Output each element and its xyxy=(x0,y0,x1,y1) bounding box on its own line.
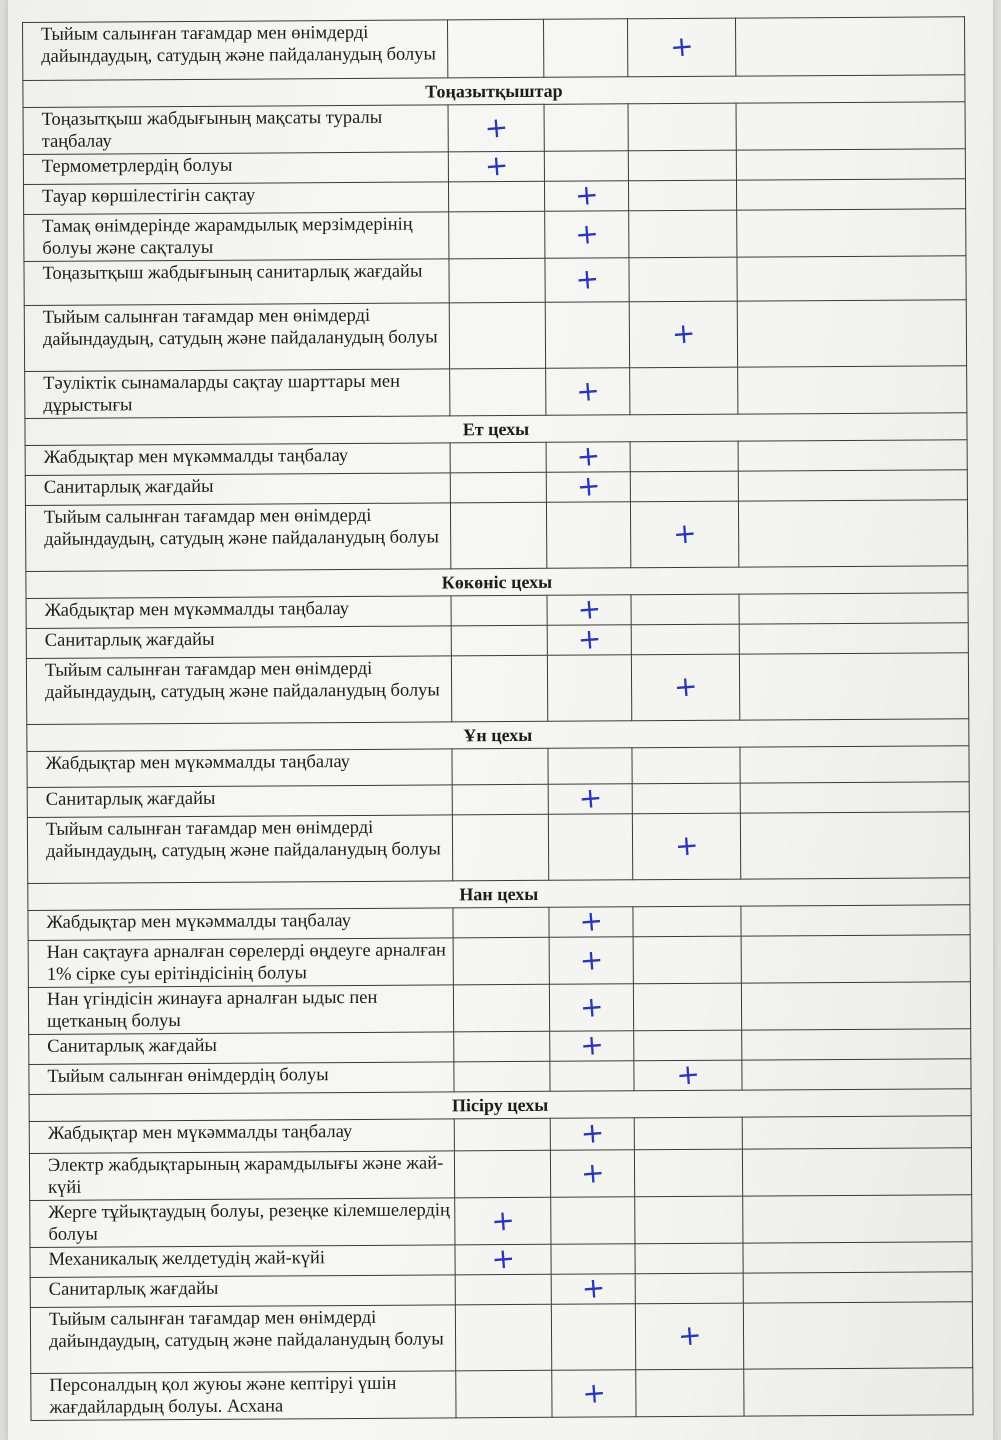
mark-cell-4 xyxy=(742,1029,971,1060)
mark-cell-4 xyxy=(736,102,965,150)
plus-mark: + xyxy=(573,177,600,213)
criterion-text: Тыйым салынған тағамдар мен өнімдерді дайындаудың, сатудың және пайдаланудың болуы xyxy=(23,20,448,81)
criterion-text: Тыйым салынған өнімдердің болуы xyxy=(29,1062,454,1095)
plus-mark: + xyxy=(676,1318,703,1353)
plus-mark: + xyxy=(671,516,698,551)
checklist-table xyxy=(22,16,974,1421)
plus-mark: + xyxy=(577,780,604,816)
mark-cell-4 xyxy=(743,1242,972,1273)
mark-cell-3 xyxy=(632,747,740,784)
mark-cell-4 xyxy=(735,17,964,76)
checklist-row xyxy=(25,366,967,419)
criterion-text: Нан сақтауға арналған сөрелерді өңдеуге арналған 1% сірке суы ерітіндісінің болуы xyxy=(28,938,453,988)
plus-mark: + xyxy=(672,669,699,704)
criterion-text: Тоңазытқыш жабдығының мақсаты туралы таңбалау xyxy=(23,105,448,155)
plus-mark: + xyxy=(573,216,600,251)
mark-cell-3 xyxy=(628,180,736,211)
mark-cell-4 xyxy=(744,1368,973,1416)
criterion-text: Жабдықтар мен мүкәммалды таңбалау xyxy=(26,596,451,629)
mark-cell-1 xyxy=(452,814,548,881)
criterion-text: Электр жабдықтарының жарамдылығы және жай-күйі xyxy=(29,1151,454,1201)
plus-mark: + xyxy=(483,148,510,183)
mark-cell-3 xyxy=(631,654,739,721)
criterion-text: Тамақ өнімдерінде жарамдылық мерзімдерінің болуы және сақталуы xyxy=(24,212,449,262)
criterion-text: Санитарлық жағдайы xyxy=(27,785,452,818)
mark-cell-4 xyxy=(736,179,965,210)
checklist-row xyxy=(28,935,970,988)
plus-mark: + xyxy=(483,109,510,145)
criterion-text: Жабдықтар мен мүкәммалды таңбалау xyxy=(25,443,450,476)
mark-cell-1 xyxy=(456,1370,552,1418)
mark-cell-3 xyxy=(635,1196,743,1244)
mark-cell-4 xyxy=(739,653,968,720)
mark-cell-4 xyxy=(738,500,967,567)
plus-mark: + xyxy=(578,989,605,1024)
plus-mark: + xyxy=(490,1241,516,1276)
mark-cell-1 xyxy=(452,784,548,815)
criterion-text: Жабдықтар мен мүкәммалды таңбалау xyxy=(29,1119,454,1154)
criterion-text: Санитарлық жағдайы xyxy=(26,626,451,659)
criterion-text: Санитарлық жағдайы xyxy=(25,473,450,506)
checklist-row xyxy=(29,1148,971,1201)
mark-cell-1 xyxy=(449,302,545,369)
mark-cell-1 xyxy=(453,907,549,938)
mark-cell-3 xyxy=(632,813,740,880)
checklist-row xyxy=(23,17,965,81)
criterion-text: Механикалық желдетудің жай-күйі xyxy=(30,1245,455,1278)
checklist-row xyxy=(24,300,966,372)
mark-cell-3 xyxy=(629,210,737,258)
plus-mark: + xyxy=(574,261,600,297)
mark-cell-2 xyxy=(548,814,632,881)
criterion-text: Санитарлық жағдайы xyxy=(29,1032,454,1065)
mark-cell-2 xyxy=(551,1197,635,1245)
mark-cell-3 xyxy=(628,103,736,151)
criterion-text: Тауар көршілестігін сақтау xyxy=(23,182,448,215)
mark-cell-3 xyxy=(633,936,741,984)
criterion-text: Жерге тұйықтаудың болуы, резеңке кілемшелердің болуы xyxy=(30,1198,455,1248)
criterion-text: Жабдықтар мен мүкәммалды таңбалау xyxy=(27,749,452,788)
mark-cell-3 xyxy=(634,1030,742,1061)
plus-mark: + xyxy=(580,1375,607,1410)
mark-cell-4 xyxy=(741,982,970,1030)
mark-cell-2 xyxy=(546,368,630,416)
mark-cell-2 xyxy=(546,468,630,504)
plus-mark: + xyxy=(575,438,602,474)
mark-cell-2 xyxy=(547,621,631,657)
checklist-row xyxy=(30,1195,972,1248)
mark-cell-3 xyxy=(634,1057,742,1092)
mark-cell-1 xyxy=(449,211,545,259)
mark-cell-3 xyxy=(629,257,737,302)
mark-cell-2 xyxy=(545,302,629,369)
section-title: Пісіру цехы xyxy=(29,1089,971,1122)
plus-mark: + xyxy=(579,1115,606,1151)
mark-cell-1 xyxy=(455,1304,551,1371)
checklist-row xyxy=(30,1302,972,1374)
section-title: Тоңазытқыштар xyxy=(23,75,965,108)
mark-cell-3 xyxy=(627,18,735,77)
mark-cell-3 xyxy=(631,594,739,625)
mark-cell-4 xyxy=(740,812,969,879)
mark-cell-2 xyxy=(550,1027,634,1063)
criterion-text: Термометрлердің болуы xyxy=(23,152,448,185)
criterion-text: Санитарлық жағдайы xyxy=(30,1275,455,1308)
mark-cell-4 xyxy=(742,1116,971,1149)
section-title: Ет цехы xyxy=(25,413,967,446)
criterion-text: Тәуліктік сынамаларды сақтау шарттары мен дұрыстығы xyxy=(25,369,450,419)
mark-cell-2 xyxy=(549,903,633,939)
mark-cell-3 xyxy=(629,301,737,368)
criterion-text: Персоналдың қол жуюы және кептіруі үшін жағдайлардың болуы. Асхана xyxy=(31,1371,456,1421)
mark-cell-3 xyxy=(634,1149,742,1197)
section-title: Нан цехы xyxy=(28,878,970,911)
criterion-text: Тыйым салынған тағамдар мен өнімдерді дайындаудың, сатудың және пайдаланудың болуы xyxy=(24,303,449,372)
mark-cell-2 xyxy=(544,177,628,213)
mark-cell-4 xyxy=(739,593,968,624)
mark-cell-3 xyxy=(631,624,739,655)
section-title: Ұн цехы xyxy=(27,719,969,752)
mark-cell-1 xyxy=(454,1150,550,1198)
plus-mark: + xyxy=(575,468,602,504)
checklist-row xyxy=(27,812,969,884)
mark-cell-2 xyxy=(551,1304,635,1371)
mark-cell-4 xyxy=(742,1148,971,1196)
mark-cell-1 xyxy=(451,625,547,656)
plus-mark: + xyxy=(489,1202,516,1238)
mark-cell-1 xyxy=(451,655,547,722)
mark-cell-1 xyxy=(448,181,544,212)
criterion-text: Тыйым салынған тағамдар мен өнімдерді дайындаудың, сатудың және пайдаланудың болуы xyxy=(25,503,450,572)
section-title: Көкөніс цехы xyxy=(26,566,968,599)
mark-cell-2 xyxy=(549,984,633,1032)
mark-cell-1 xyxy=(449,258,545,303)
plus-mark: + xyxy=(668,29,695,64)
mark-cell-4 xyxy=(740,782,969,813)
mark-cell-1 xyxy=(450,472,546,503)
mark-cell-4 xyxy=(738,366,967,414)
mark-cell-2 xyxy=(547,655,631,722)
plus-mark: + xyxy=(578,903,604,939)
mark-cell-1 xyxy=(448,148,544,183)
checklist-row xyxy=(31,1368,973,1421)
mark-cell-1 xyxy=(452,748,548,785)
mark-cell-2 xyxy=(552,1370,636,1418)
mark-cell-2 xyxy=(548,780,632,816)
criterion-text: Жабдықтар мен мүкәммалды таңбалау xyxy=(28,908,453,941)
mark-cell-1 xyxy=(453,937,549,985)
checklist-row xyxy=(26,653,968,725)
mark-cell-1 xyxy=(454,1061,550,1092)
mark-cell-1 xyxy=(451,595,547,626)
plus-mark: + xyxy=(670,316,697,351)
plus-mark: + xyxy=(578,1027,605,1063)
mark-cell-4 xyxy=(739,623,968,654)
mark-cell-3 xyxy=(630,471,738,502)
mark-cell-3 xyxy=(635,1243,743,1274)
plus-mark: + xyxy=(674,1057,701,1092)
mark-cell-3 xyxy=(632,783,740,814)
mark-cell-4 xyxy=(741,935,970,983)
plus-mark: + xyxy=(576,621,603,657)
checklist-row xyxy=(23,102,965,155)
plus-mark: + xyxy=(576,591,603,627)
mark-cell-2 xyxy=(550,1061,634,1092)
criterion-text: Тыйым салынған тағамдар мен өнімдерді дайындаудың, сатудың және пайдаланудың болуы xyxy=(30,1305,455,1374)
mark-cell-3 xyxy=(630,367,738,415)
mark-cell-4 xyxy=(737,209,966,257)
mark-cell-2 xyxy=(545,211,629,259)
mark-cell-4 xyxy=(736,149,965,180)
mark-cell-3 xyxy=(628,150,736,181)
checklist-row xyxy=(24,209,966,262)
mark-cell-1 xyxy=(450,368,546,416)
mark-cell-3 xyxy=(635,1273,743,1304)
mark-cell-2 xyxy=(549,937,633,985)
plus-mark: + xyxy=(579,1155,606,1190)
mark-cell-4 xyxy=(738,440,967,471)
mark-cell-2 xyxy=(548,748,632,785)
mark-cell-1 xyxy=(454,1031,550,1062)
plus-mark: + xyxy=(580,1270,607,1306)
criterion-text: Тыйым салынған тағамдар мен өнімдерді дайындаудың, сатудың және пайдаланудың болуы xyxy=(27,815,452,884)
mark-cell-4 xyxy=(743,1272,972,1303)
mark-cell-2 xyxy=(544,151,628,182)
checklist-row xyxy=(25,500,967,572)
mark-cell-2 xyxy=(551,1244,635,1275)
mark-cell-1 xyxy=(453,984,549,1032)
mark-cell-4 xyxy=(741,905,970,936)
mark-cell-4 xyxy=(743,1302,972,1369)
mark-cell-2 xyxy=(546,438,630,474)
checklist-row xyxy=(24,256,966,306)
mark-cell-2 xyxy=(544,104,628,152)
mark-cell-3 xyxy=(633,906,741,937)
mark-cell-2 xyxy=(550,1150,634,1198)
plus-mark: + xyxy=(673,828,700,863)
mark-cell-2 xyxy=(546,502,630,569)
mark-cell-1 xyxy=(447,19,543,78)
mark-cell-4 xyxy=(740,746,969,783)
criterion-text: Тыйым салынған тағамдар мен өнімдерді дайындаудың, сатудың және пайдаланудың болуы xyxy=(26,656,451,725)
mark-cell-4 xyxy=(737,300,966,367)
mark-cell-1 xyxy=(455,1197,551,1245)
mark-cell-3 xyxy=(636,1369,744,1417)
mark-cell-1 xyxy=(448,104,544,152)
mark-cell-1 xyxy=(454,1118,550,1151)
checklist-table-wrapper xyxy=(22,16,973,1421)
mark-cell-4 xyxy=(742,1059,971,1090)
plus-mark: + xyxy=(578,942,605,977)
plus-mark: + xyxy=(574,373,601,408)
mark-cell-4 xyxy=(737,256,966,301)
mark-cell-1 xyxy=(450,442,546,473)
mark-cell-2 xyxy=(545,258,629,303)
mark-cell-2 xyxy=(550,1115,634,1151)
criterion-text: Тоңазытқыш жабдығының санитарлық жағдайы xyxy=(24,259,449,306)
checklist-row xyxy=(28,982,970,1035)
checklist-body xyxy=(23,17,974,1421)
criterion-text: Нан үгіндісін жинауға арналған ыдыс пен щетканың болуы xyxy=(28,985,453,1035)
mark-cell-4 xyxy=(738,470,967,501)
mark-cell-3 xyxy=(630,441,738,472)
mark-cell-2 xyxy=(543,19,627,78)
mark-cell-2 xyxy=(547,591,631,627)
mark-cell-1 xyxy=(455,1274,551,1305)
mark-cell-3 xyxy=(635,1303,743,1370)
mark-cell-3 xyxy=(634,1117,742,1150)
paper-sheet xyxy=(8,0,993,1440)
mark-cell-1 xyxy=(450,502,546,569)
mark-cell-2 xyxy=(551,1270,635,1306)
checklist-row xyxy=(27,746,969,788)
mark-cell-3 xyxy=(630,501,738,568)
mark-cell-4 xyxy=(743,1195,972,1243)
mark-cell-3 xyxy=(633,983,741,1031)
mark-cell-1 xyxy=(455,1241,551,1276)
